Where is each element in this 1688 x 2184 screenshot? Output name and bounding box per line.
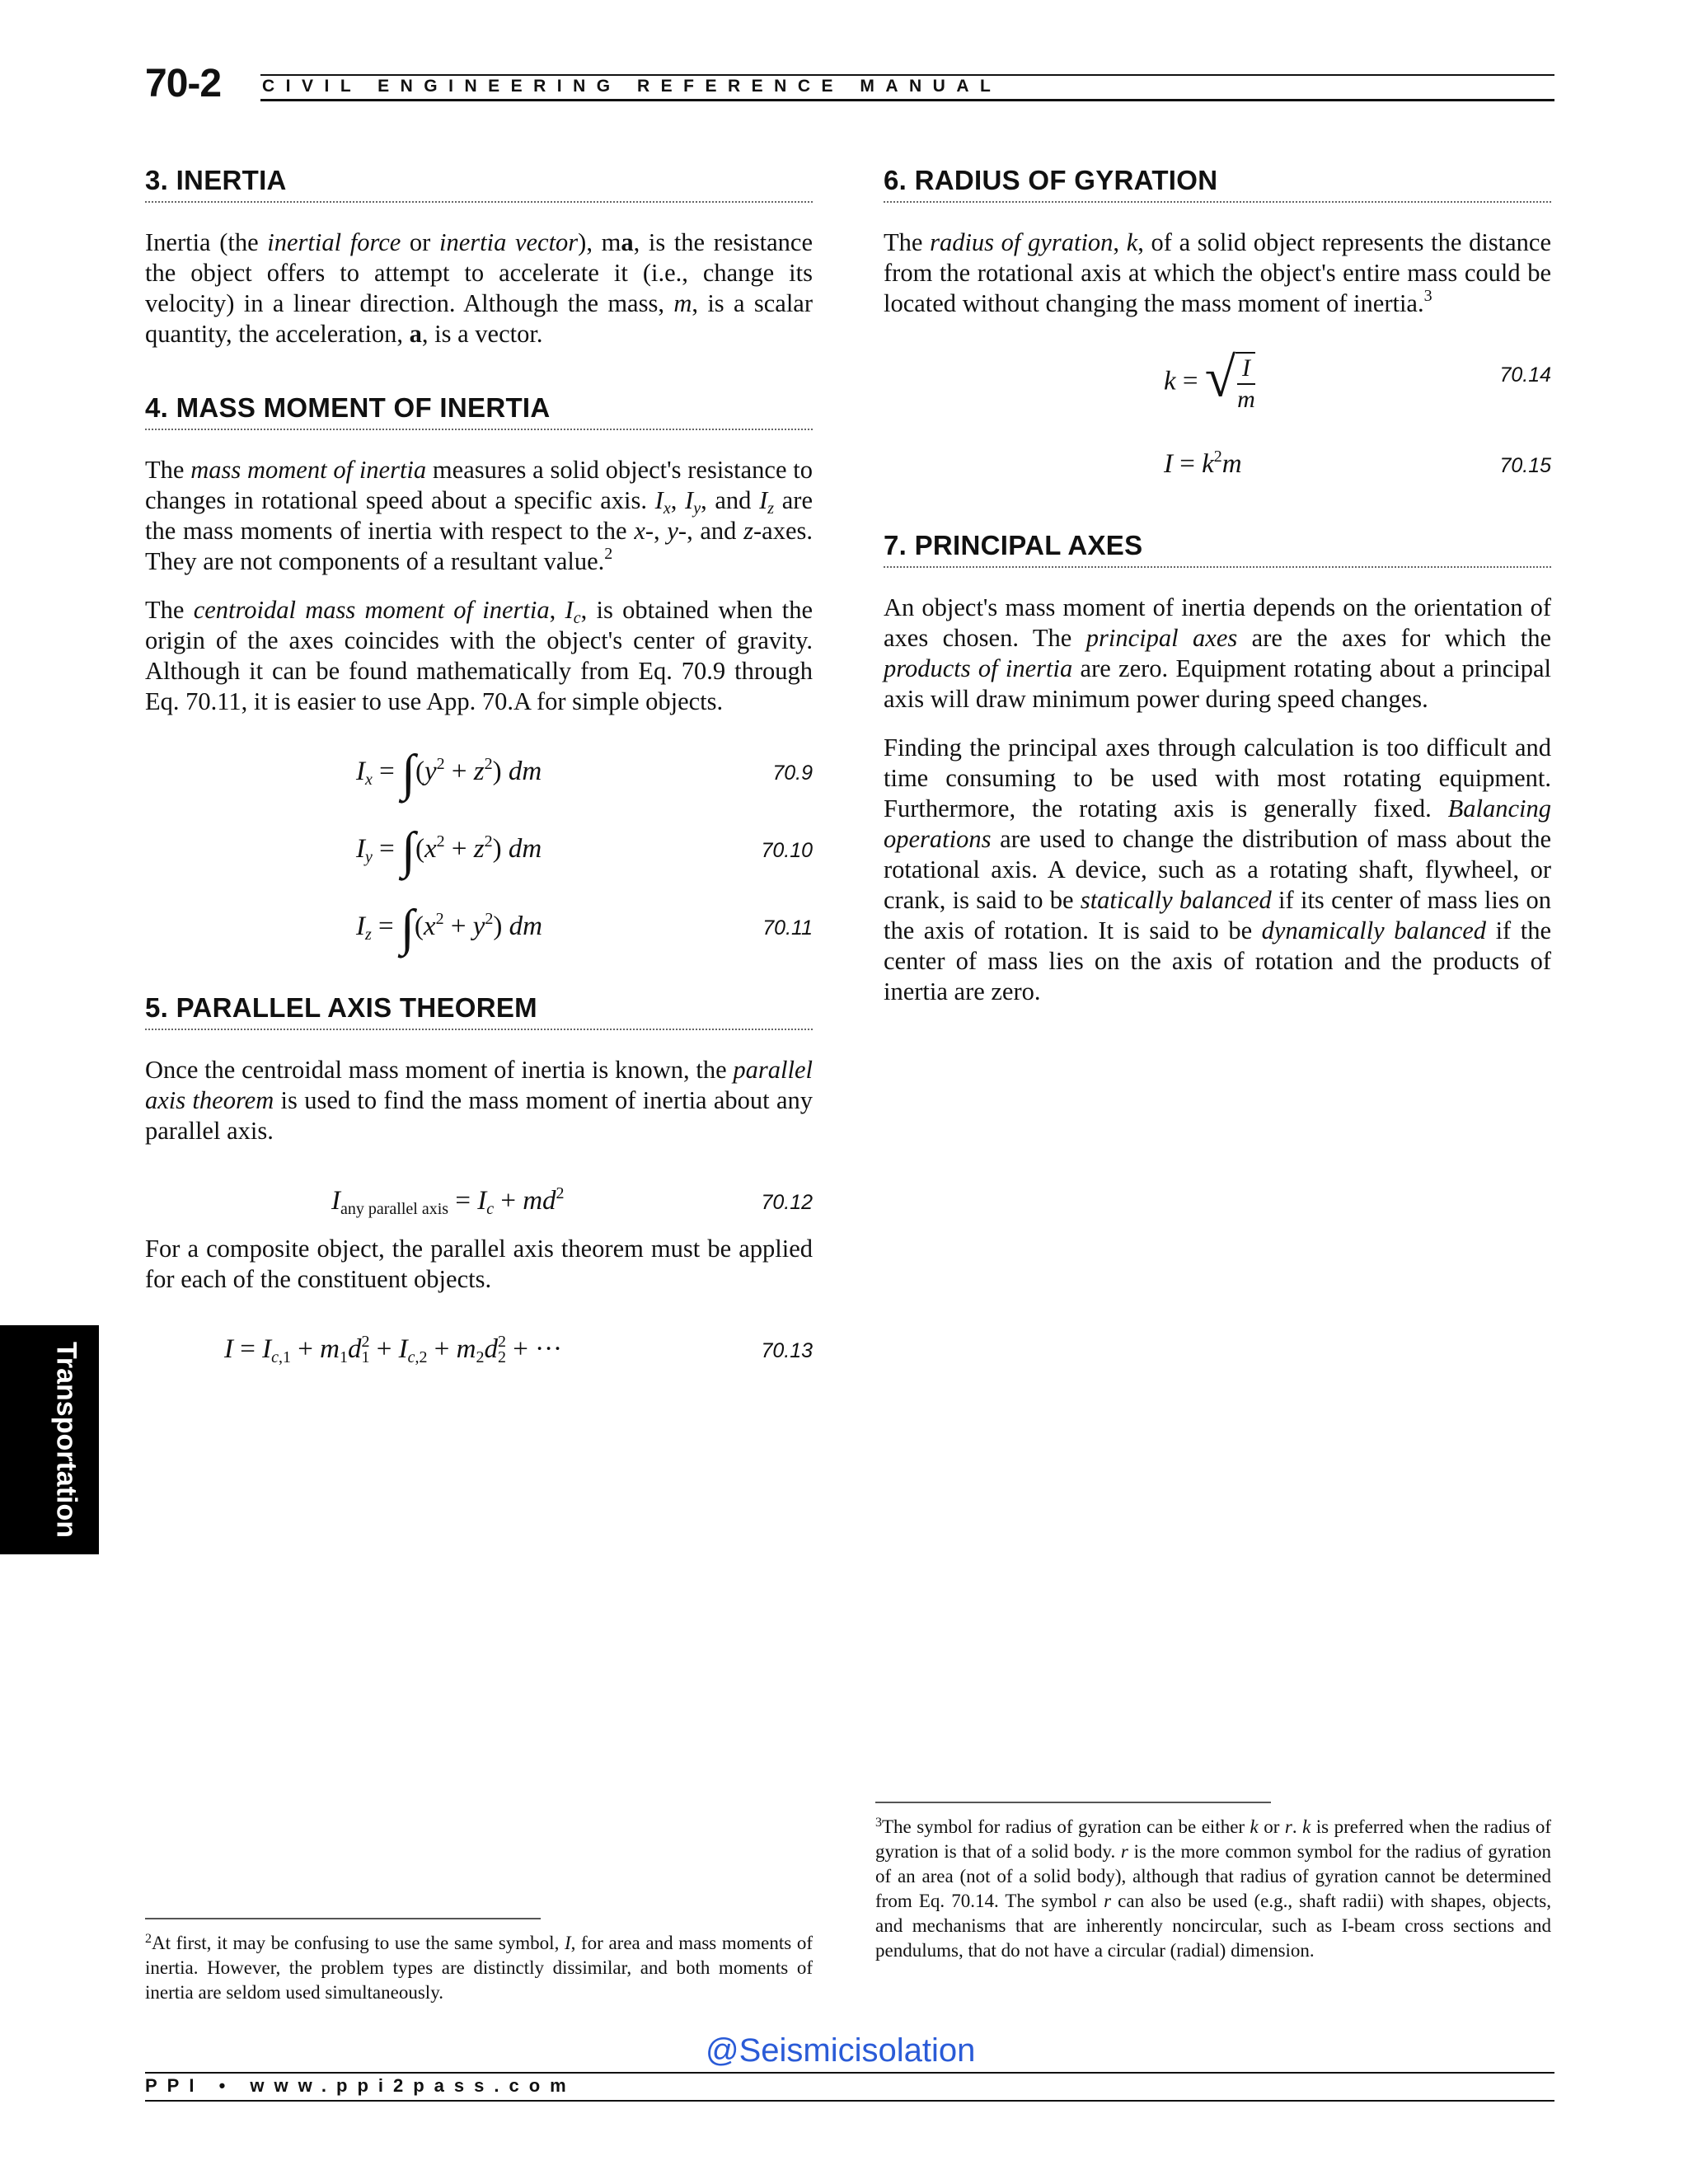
footnote-ref-2[interactable]: 2 (604, 545, 613, 563)
equation-number: 70.11 (762, 916, 813, 940)
right-column (884, 165, 1551, 1025)
principal-axes-paragraph-2: Finding the principal axes through calculation is too difficult and time consuming to be used with most rotating equipment. Furthermore, the rotating axis is generally fixed. Balancing operations are used to change the distribution of mass about the rotational axis. A device, such as a rotating shaft, flywheel, or crank, is said to be statically balanced if its center of mass lies on the axis of rotation. It is said to be dynamically balanced if the center of mass lies on the axis of rotation and the products of inertia are zero. (884, 733, 1552, 1005)
equation-70-15: $I = k^2m$ 70.15 (1164, 448, 1551, 479)
equation-70-13: $I = I_{c,1} + m_1d^2_1 + I_{c,2} + m_2d^2_2$ + ··· 70.13 (224, 1333, 813, 1366)
footnote-ref-3[interactable]: 3 (1423, 287, 1432, 305)
footer-publisher-url[interactable]: PPI • www.ppi2pass.com (145, 2075, 576, 2096)
equation-number: 70.13 (761, 1339, 813, 1362)
footnote-rule (145, 1918, 541, 1919)
equation-number: 70.15 (1499, 454, 1551, 477)
equation-number: 70.12 (761, 1191, 813, 1214)
equation-number: 70.14 (1499, 363, 1551, 387)
equation-70-12: $I_{any parallel axis} = I_c + md^2$ 70.12 (331, 1184, 813, 1218)
equation-70-11: $I_z = \int(x^2 + y^2)$ dm 70.11 (356, 900, 813, 956)
page-number: 70-2 (145, 62, 222, 105)
principal-axes-paragraph-1: An object's mass moment of inertia depends on the orientation of axes chosen. The principal axes are the axes for which the products of inertia are zero. Equipment rotating about a principal axis will draw minimum power during speed changes. (884, 593, 1552, 713)
watermark: @Seismicisolation (706, 2032, 976, 2069)
side-tab-label: Transportation (50, 1341, 82, 1539)
section-title-mass-moment: 4. MASS MOMENT OF INERTIA (145, 392, 813, 430)
section-title-parallel-axis: 5. PARALLEL AXIS THEOREM (145, 992, 813, 1030)
mass-moment-paragraph-2: The centroidal mass moment of inertia, $I_c$, is obtained when the origin of the axes coincides with the object's center of gravity. Although it can be found mathematically from Eq. 70.9 through Eq. 70.11, it is easier to use App. 70.A for simple objects. (145, 596, 813, 715)
header-rule-top (260, 74, 1554, 76)
footnote-2: $^2$At first, it may be confusing to use the same symbol, I, for area and mass moments of inertia. However, the problem types are distinctly dissimilar, and both moments of inertia are seldom used simultaneously. (145, 1918, 813, 2005)
equation-70-14: k = √ $\frac{I}{m}$ 70.14 (1164, 345, 1551, 413)
footnote-rule (875, 1802, 1271, 1803)
footer-rule-bottom (145, 2100, 1554, 2102)
footnote-3: $^3$The symbol for radius of gyration can be either k or r. k is preferred when the radius of gyration is that of a solid body. r is the more common symbol for the radius of gyration of an area (not of a solid body), although that radius of gyration cannot be determined from Eq. 70.14. The symbol r can also be used (e.g., shaft radii) with shapes, objects, and mechanisms that are inherently noncircular, such as I-beam cross sections and pendulums, that do not have a circular (radial) dimension. (875, 1802, 1551, 1963)
section-title-radius-gyration: 6. RADIUS OF GYRATION (884, 165, 1551, 203)
mass-moment-paragraph-1: The mass moment of inertia measures a solid object's resistance to changes in rotational speed about a specific axis. $I_x$, $I_y$, and $I_z$ are the mass moments of inertia with respect to the x-, y-, and z-axes. They are not components of a resultant value.$^2$ (145, 456, 813, 575)
header-rule-bottom (260, 99, 1554, 101)
section-title-principal-axes: 7. PRINCIPAL AXES (884, 530, 1551, 568)
equation-70-9: $I_x = \int(y^2 + z^2)$ dm 70.9 (356, 745, 813, 801)
inertia-paragraph: Inertia (the inertial force or inertia vector), ma, is the resistance the object offers to attempt to accelerate it (i.e., change its velocity) in a linear direction. Although the mass, m, is a scalar quantity, the acceleration, a, is a vector. (145, 228, 813, 348)
equation-70-10: $I_y = \int(x^2 + z^2)$ dm 70.10 (356, 823, 813, 879)
parallel-axis-paragraph-2: For a composite object, the parallel axis theorem must be applied for each of the constituent objects. (145, 1235, 813, 1293)
left-column (145, 165, 813, 1390)
side-tab-transportation[interactable] (0, 1325, 99, 1554)
equation-number: 70.10 (761, 839, 813, 862)
manual-title: CIVIL ENGINEERING REFERENCE MANUAL (262, 77, 1002, 96)
footer-rule-top (145, 2072, 1554, 2074)
parallel-axis-paragraph-1: Once the centroidal mass moment of inertia is known, the parallel axis theorem is used to find the mass moment of inertia about any parallel axis. (145, 1056, 813, 1145)
radius-gyration-paragraph: The radius of gyration, k, of a solid object represents the distance from the rotational axis at which the object's entire mass could be located without changing the mass moment of inertia.$^3$ (884, 228, 1552, 317)
section-title-inertia: 3. INERTIA (145, 165, 813, 203)
equation-number: 70.9 (772, 762, 813, 785)
